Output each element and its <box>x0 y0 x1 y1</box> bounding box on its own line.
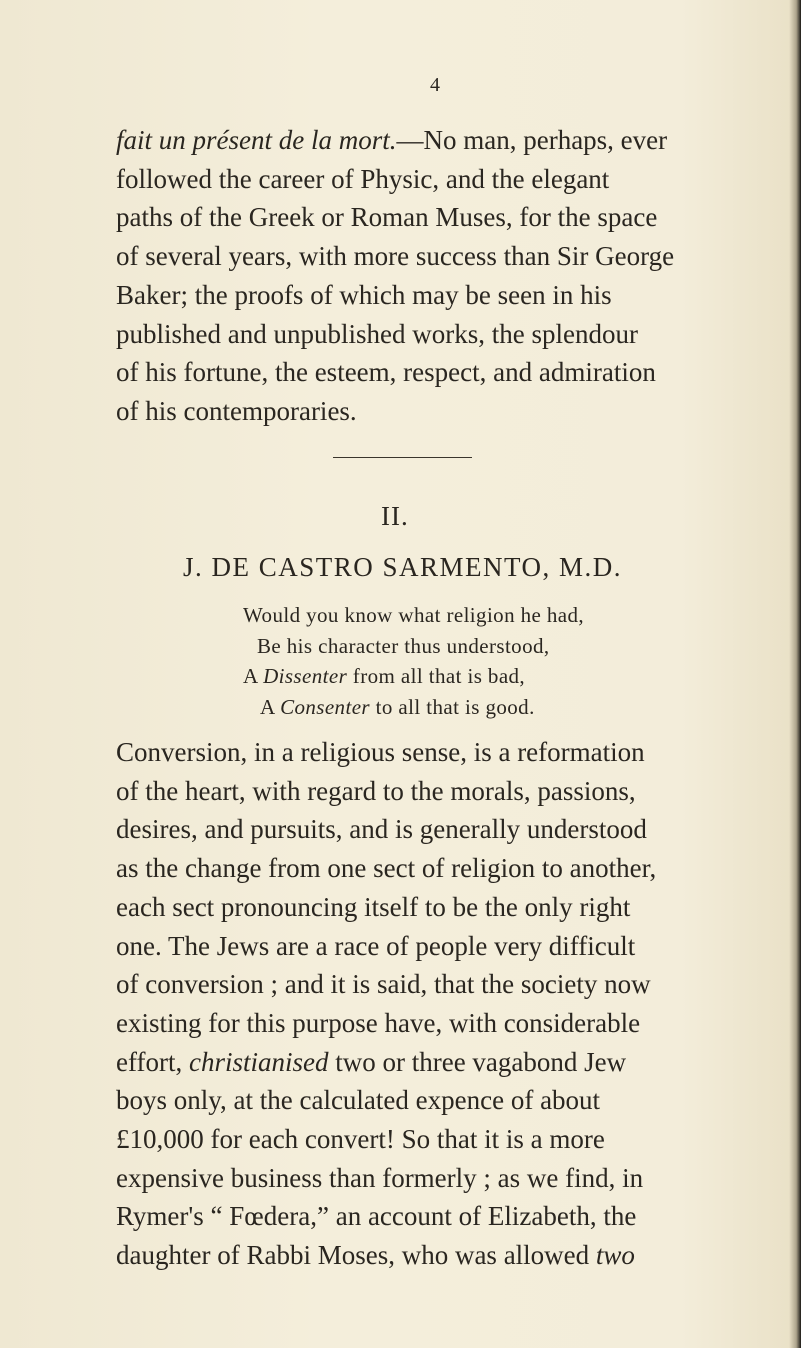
text-line: £10,000 for each convert! So that it is a more <box>116 1124 605 1155</box>
text-line: each sect pronouncing itself to be the only right <box>116 891 631 922</box>
text-line: followed the career of Physic, and the elegant <box>116 163 610 194</box>
italic-word: christianised <box>188 1046 329 1077</box>
text-line <box>116 1043 656 1082</box>
poem-line: Be his character thus understood, <box>257 633 550 658</box>
paragraph-conversion <box>116 733 656 1275</box>
page-number: 4 <box>430 74 440 96</box>
text-line: one. The Jews are a race of people very difficult <box>116 930 636 961</box>
text-line: of the heart, with regard to the morals, passions, <box>116 775 636 806</box>
text-line: of his contemporaries. <box>116 395 357 426</box>
text-line: boys only, at the calculated expence of about <box>116 1085 601 1116</box>
text-run: to all that is good. <box>370 694 535 719</box>
text-line: Baker; the proofs of which may be seen in his <box>116 279 612 310</box>
section-title <box>0 552 801 583</box>
italic-word: two <box>595 1240 635 1271</box>
italic-word: Dissenter <box>263 664 348 688</box>
section-title-text: J. DE CASTRO SARMENTO, M.D. <box>182 552 623 582</box>
text-line: of several years, with more success than Sir George <box>116 241 675 272</box>
poem-line <box>243 692 584 723</box>
paragraph-sir-george-baker <box>116 121 674 431</box>
text-line: Rymer's “ Fœdera,” an account of Elizabeth, the <box>116 1201 637 1232</box>
text-line: of conversion ; and it is said, that the society now <box>116 969 651 1000</box>
poem-line: Would you know what religion he had, <box>243 603 585 627</box>
italic-word: Consenter <box>280 694 370 719</box>
text-line <box>116 121 674 160</box>
text-line: existing for this purpose have, with considerable <box>116 1007 641 1038</box>
epigraph-poem <box>243 600 584 722</box>
text-run: daughter of Rabbi Moses, who was allowed <box>116 1240 596 1271</box>
text-line: paths of the Greek or Roman Muses, for the space <box>116 202 658 233</box>
section-number: II. <box>381 501 409 531</box>
text-line <box>116 1236 656 1275</box>
text-line: expensive business than formerly ; as we find, in <box>116 1162 644 1193</box>
section-divider <box>333 457 472 458</box>
text-line: Conversion, in a religious sense, is a reformation <box>116 737 645 767</box>
italic-phrase: fait un présent de la mort. <box>116 125 397 155</box>
text-line: of his fortune, the esteem, respect, and admiration <box>116 357 656 388</box>
text-line: desires, and pursuits, and is generally understood <box>116 814 647 845</box>
page-edge-shadow <box>789 0 801 1348</box>
text-run: from all that is bad, <box>347 664 526 688</box>
text-line: published and unpublished works, the splendour <box>116 318 638 349</box>
text-run: A <box>243 664 264 688</box>
poem-line <box>243 661 584 692</box>
text-run: effort, <box>116 1046 189 1077</box>
text-line: as the change from one sect of religion to another, <box>116 853 657 884</box>
text-run: two or three vagabond Jew <box>328 1046 627 1077</box>
text-run: —No man, perhaps, ever <box>396 125 668 155</box>
text-run: A <box>260 694 281 719</box>
